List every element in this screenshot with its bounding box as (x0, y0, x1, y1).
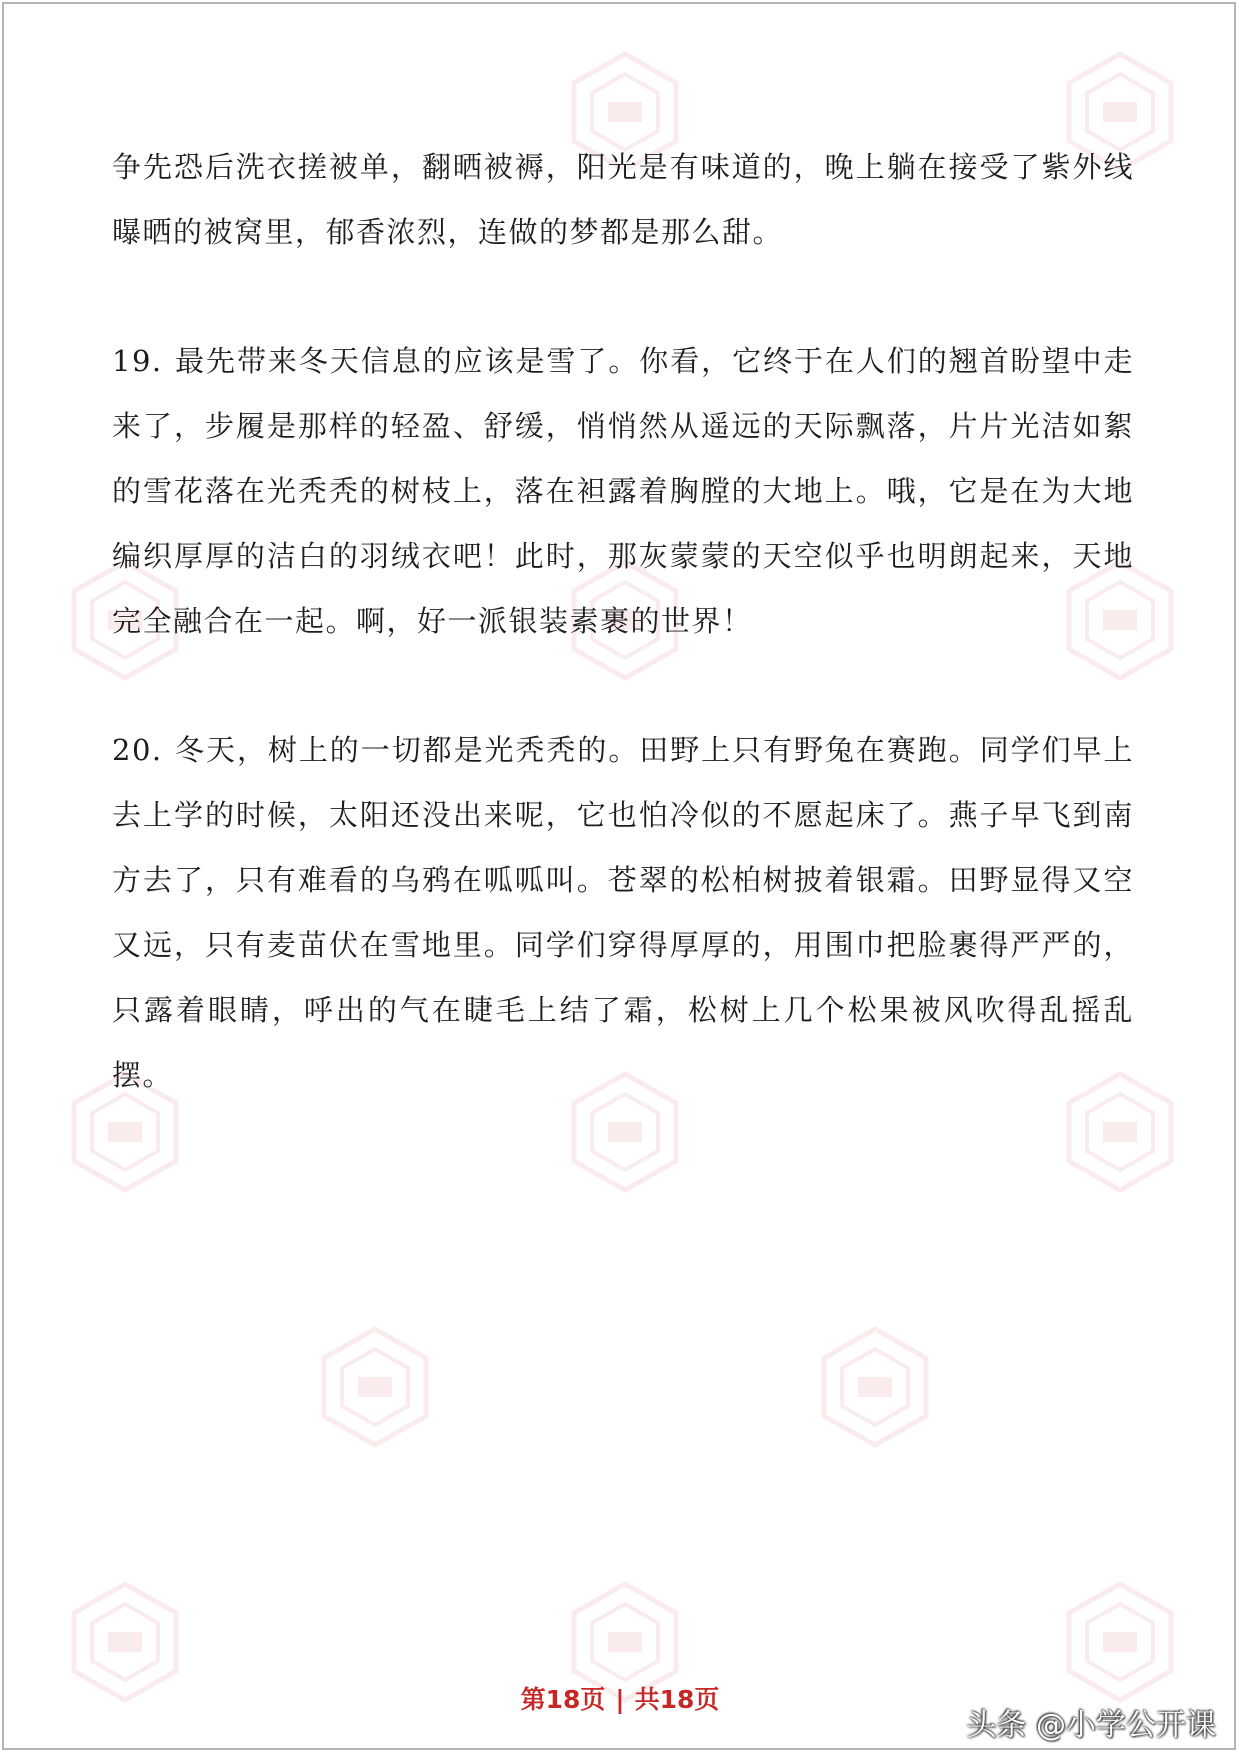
paragraph-number: 20. (112, 733, 163, 767)
document-body (112, 135, 1134, 1172)
paragraph-text: 最先带来冬天信息的应该是雪了。你看，它终于在人们的翘首盼望中走来了，步履是那样的轻盈、舒缓，悄悄然从遥远的天际飘落，片片光洁如絮的雪花落在光秃秃的树枝上，落在袒露着胸膛的大地上。哦，它是在为大地编织厚厚的洁白的羽绒衣吧！此时，那灰蒙蒙的天空似乎也明朗起来，天地完全融合在一起。啊，好一派银装素裹的世界！ (112, 344, 1134, 638)
paragraph-20 (112, 718, 1134, 1108)
paragraph-number: 19. (112, 344, 163, 378)
current-page-label: 第18页 (520, 1685, 606, 1714)
paragraph-text: 冬天，树上的一切都是光秃秃的。田野上只有野兔在赛跑。同学们早上去上学的时候，太阳还没出来呢，它也怕冷似的不愿起床了。燕子早飞到南方去了，只有难看的乌鸦在呱呱叫。苍翠的松柏树披着银霜。田野显得又空又远，只有麦苗伏在雪地里。同学们穿得厚厚的，用围巾把脸裹得严严的，只露着眼睛，呼出的气在睫毛上结了霜，松树上几个松果被风吹得乱摇乱摆。 (112, 733, 1134, 1092)
paragraph-19 (112, 329, 1134, 654)
source-watermark: 头条 @小学公开课 (966, 1708, 1216, 1743)
total-pages-label: 共18页 (634, 1685, 720, 1714)
paragraph-continued (112, 135, 1134, 265)
page-separator: | (615, 1685, 625, 1714)
paragraph-text: 争先恐后洗衣搓被单，翻晒被褥，阳光是有味道的，晚上躺在接受了紫外线曝晒的被窝里，郁香浓烈，连做的梦都是那么甜。 (112, 150, 1134, 249)
